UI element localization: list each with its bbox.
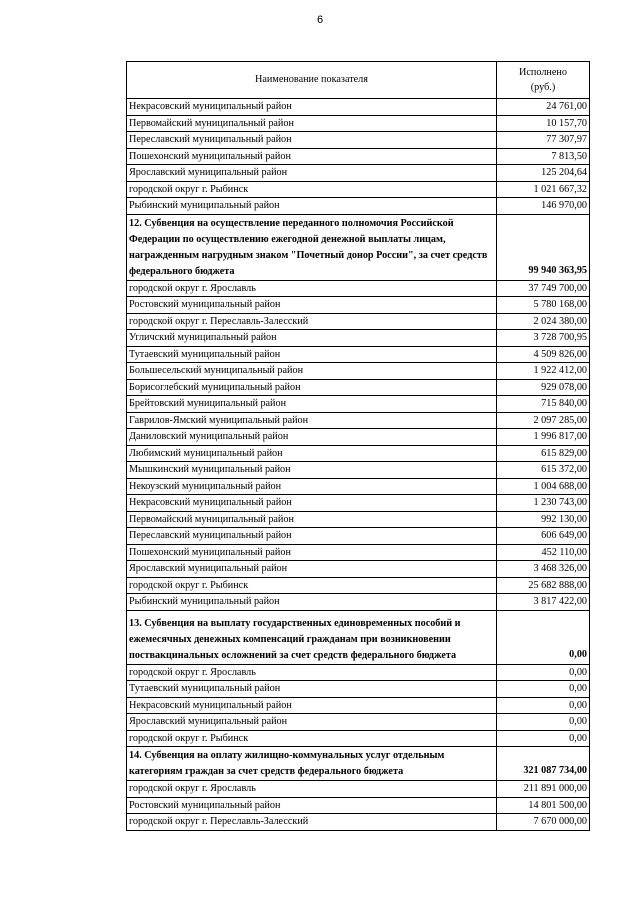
row-amount: 146 970,00 — [497, 198, 590, 215]
row-amount: 615 372,00 — [497, 462, 590, 479]
table-row — [127, 797, 590, 814]
row-amount: 7 813,50 — [497, 148, 590, 165]
row-amount: 77 307,97 — [497, 132, 590, 149]
table-row — [127, 730, 590, 747]
row-name: городской округ г. Переславль-Залесский — [127, 313, 497, 330]
table-header-row — [127, 62, 590, 99]
section-total: 321 087 734,00 — [497, 747, 590, 781]
row-amount: 0,00 — [497, 697, 590, 714]
table-row — [127, 165, 590, 182]
row-name: Борисоглебский муниципальный район — [127, 379, 497, 396]
row-name: городской округ г. Ярославль — [127, 280, 497, 297]
header-amount-unit: (руб.) — [530, 82, 556, 93]
table-row — [127, 445, 590, 462]
row-name: Первомайский муниципальный район — [127, 115, 497, 132]
row-name: Мышкинский муниципальный район — [127, 462, 497, 479]
row-amount: 715 840,00 — [497, 396, 590, 413]
row-name: Угличский муниципальный район — [127, 330, 497, 347]
row-amount: 5 780 168,00 — [497, 297, 590, 314]
table-row — [127, 544, 590, 561]
table-row — [127, 181, 590, 198]
table-row — [127, 297, 590, 314]
table-row — [127, 594, 590, 611]
table-row — [127, 462, 590, 479]
table-row — [127, 528, 590, 545]
table-row — [127, 280, 590, 297]
row-name: городской округ г. Ярославль — [127, 664, 497, 681]
table-body — [127, 99, 590, 831]
row-amount: 0,00 — [497, 681, 590, 698]
header-name-col: Наименование показателя — [127, 62, 497, 99]
row-name: Большесельский муниципальный район — [127, 363, 497, 380]
row-amount: 1 021 667,32 — [497, 181, 590, 198]
section-header-row — [127, 610, 590, 664]
row-amount: 2 024 380,00 — [497, 313, 590, 330]
table-row — [127, 132, 590, 149]
row-name: Некрасовский муниципальный район — [127, 697, 497, 714]
table-row — [127, 561, 590, 578]
section-header-row — [127, 214, 590, 280]
header-amount-label: Исполнено — [519, 66, 567, 78]
row-amount: 929 078,00 — [497, 379, 590, 396]
table-row — [127, 379, 590, 396]
row-amount: 0,00 — [497, 714, 590, 731]
row-amount: 1 996 817,00 — [497, 429, 590, 446]
row-name: Любимский муниципальный район — [127, 445, 497, 462]
row-amount: 7 670 000,00 — [497, 814, 590, 831]
row-name: Переславский муниципальный район — [127, 132, 497, 149]
table-row — [127, 814, 590, 831]
row-name: Ярославский муниципальный район — [127, 561, 497, 578]
table-row — [127, 346, 590, 363]
row-name: городской округ г. Рыбинск — [127, 730, 497, 747]
table-row — [127, 681, 590, 698]
section-title: 14. Субвенция на оплату жилищно-коммунальных услуг отдельным категориям граждан за счет средств федерального бюджета — [127, 747, 497, 781]
row-name: Ростовский муниципальный район — [127, 797, 497, 814]
page-number: 6 — [316, 14, 324, 26]
table-row — [127, 511, 590, 528]
table-row — [127, 697, 590, 714]
row-amount: 3 728 700,95 — [497, 330, 590, 347]
section-header-row — [127, 747, 590, 781]
row-amount: 615 829,00 — [497, 445, 590, 462]
row-name: Некрасовский муниципальный район — [127, 99, 497, 116]
section-title: 13. Субвенция на выплату государственных единовременных пособий и ежемесячных денежных компенсаций гражданам при возникновении поствакцинальных осложнений за счет средств федерального бюджета — [127, 610, 497, 664]
table-row — [127, 495, 590, 512]
row-name: Рыбинский муниципальный район — [127, 594, 497, 611]
row-name: городской округ г. Ярославль — [127, 781, 497, 798]
row-amount: 606 649,00 — [497, 528, 590, 545]
row-amount: 0,00 — [497, 730, 590, 747]
row-amount: 1 922 412,00 — [497, 363, 590, 380]
row-name: Пошехонский муниципальный район — [127, 544, 497, 561]
row-amount: 2 097 285,00 — [497, 412, 590, 429]
table-row — [127, 330, 590, 347]
row-amount: 14 801 500,00 — [497, 797, 590, 814]
row-amount: 3 817 422,00 — [497, 594, 590, 611]
table-row — [127, 363, 590, 380]
row-amount: 10 157,70 — [497, 115, 590, 132]
header-amount-col — [497, 62, 590, 99]
table-row — [127, 396, 590, 413]
row-amount: 3 468 326,00 — [497, 561, 590, 578]
row-name: городской округ г. Рыбинск — [127, 577, 497, 594]
row-amount: 452 110,00 — [497, 544, 590, 561]
row-name: Первомайский муниципальный район — [127, 511, 497, 528]
row-name: Даниловский муниципальный район — [127, 429, 497, 446]
row-amount: 24 761,00 — [497, 99, 590, 116]
row-name: Ярославский муниципальный район — [127, 165, 497, 182]
row-name: Рыбинский муниципальный район — [127, 198, 497, 215]
row-amount: 992 130,00 — [497, 511, 590, 528]
table-row — [127, 664, 590, 681]
row-name: Некрасовский муниципальный район — [127, 495, 497, 512]
row-name: Ростовский муниципальный район — [127, 297, 497, 314]
row-name: Ярославский муниципальный район — [127, 714, 497, 731]
section-total: 99 940 363,95 — [497, 214, 590, 280]
row-name: Тутаевский муниципальный район — [127, 346, 497, 363]
row-amount: 4 509 826,00 — [497, 346, 590, 363]
section-total: 0,00 — [497, 610, 590, 664]
table-row — [127, 99, 590, 116]
budget-table — [126, 61, 590, 831]
table-row — [127, 781, 590, 798]
table-row — [127, 148, 590, 165]
table-row — [127, 115, 590, 132]
row-name: Тутаевский муниципальный район — [127, 681, 497, 698]
row-name: Некоузский муниципальный район — [127, 478, 497, 495]
table-row — [127, 577, 590, 594]
table-row — [127, 478, 590, 495]
table-row — [127, 313, 590, 330]
row-amount: 211 891 000,00 — [497, 781, 590, 798]
row-name: городской округ г. Рыбинск — [127, 181, 497, 198]
row-amount: 1 004 688,00 — [497, 478, 590, 495]
row-amount: 1 230 743,00 — [497, 495, 590, 512]
row-name: городской округ г. Переславль-Залесский — [127, 814, 497, 831]
section-title: 12. Субвенция на осуществление переданного полномочия Российской Федерации по осуществлению ежегодной денежной выплаты лицам, награжденным нагрудным знаком "Почетный донор России", за счет средств федерального бюджета — [127, 214, 497, 280]
row-amount: 25 682 888,00 — [497, 577, 590, 594]
table-row — [127, 714, 590, 731]
table-row — [127, 429, 590, 446]
table-row — [127, 198, 590, 215]
row-name: Переславский муниципальный район — [127, 528, 497, 545]
row-amount: 37 749 700,00 — [497, 280, 590, 297]
row-name: Брейтовский муниципальный район — [127, 396, 497, 413]
row-name: Гаврилов-Ямский муниципальный район — [127, 412, 497, 429]
row-amount: 125 204,64 — [497, 165, 590, 182]
row-amount: 0,00 — [497, 664, 590, 681]
row-name: Пошехонский муниципальный район — [127, 148, 497, 165]
table-row — [127, 412, 590, 429]
